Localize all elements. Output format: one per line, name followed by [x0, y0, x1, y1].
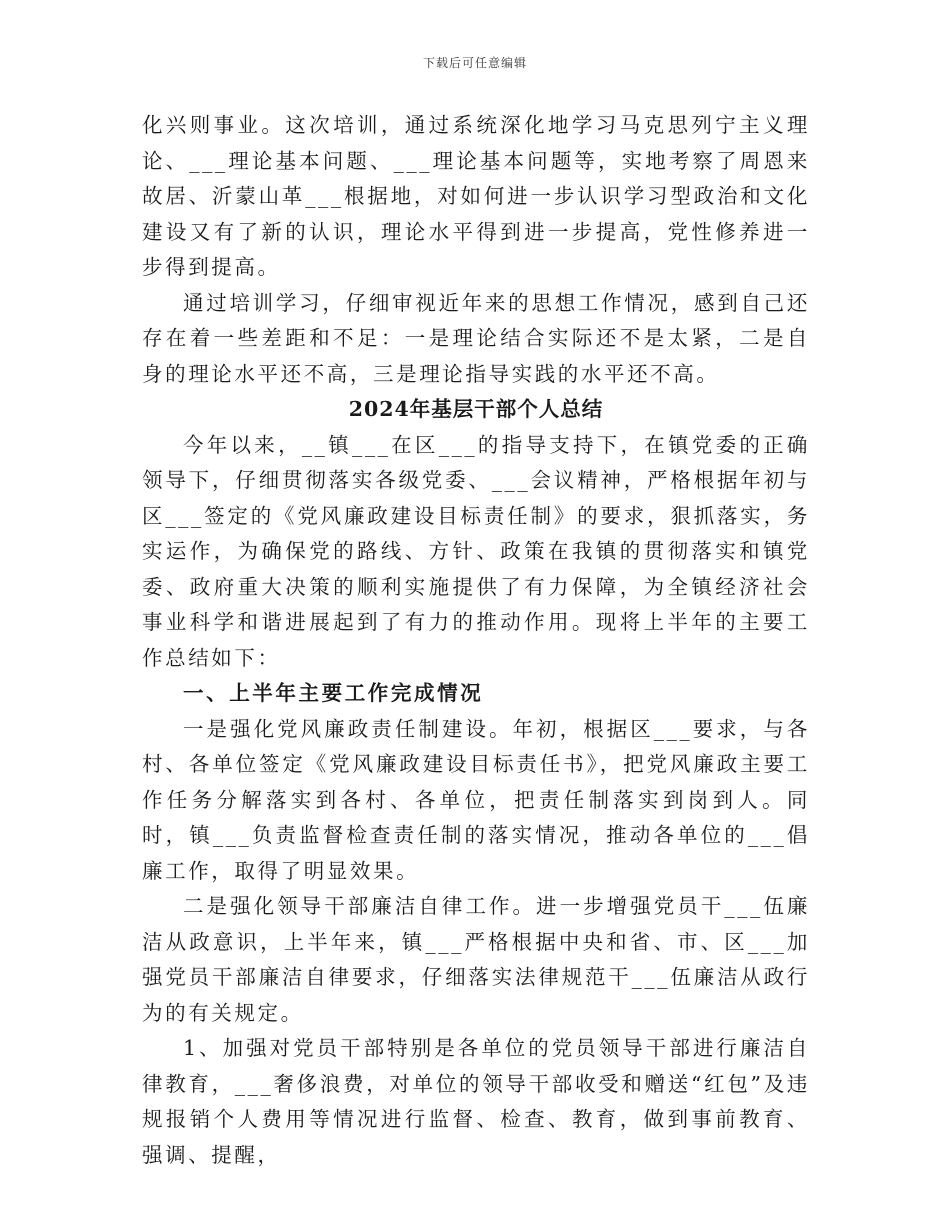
- document-body: [142, 108, 810, 1173]
- paragraph-3: 今年以来，__镇___在区___的指导支持下，在镇党委的正确领导下，仔细贯彻落实各级党委、___会议精神，严格根据年初与区___签定的《党风廉政建设目标责任制》的要求，狠抓落实，务实运作，为确保党的路线、方针、政策在我镇的贯彻落实和镇党委、政府重大决策的顺利实施提供了有力保障，为全镇经济社会事业科学和谐进展起到了有力的推动作用。现将上半年的主要工作总结如下：: [142, 432, 810, 670]
- paragraph-4: 一是强化党风廉政责任制建设。年初，根据区___要求，与各村、各单位签定《党风廉政建设目标责任书》，把党风廉政主要工作任务分解落实到各村、各单位，把责任制落实到岗到人。同时，镇___负责监督检查责任制的落实情况，推动各单位的___倡廉工作，取得了明显效果。: [142, 716, 810, 883]
- document-title: 2024年基层干部个人总结: [348, 397, 604, 421]
- paragraph-2: 通过培训学习，仔细审视近年来的思想工作情况，感到自己还存在着一些差距和不足：一是理论结合实际还不是太紧，二是自身的理论水平还不高，三是理论指导实践的水平还不高。: [142, 290, 810, 386]
- paragraph-1: 化兴则事业。这次培训，通过系统深化地学习马克思列宁主义理论、___理论基本问题、___理论基本问题等，实地考察了周恩来故居、沂蒙山革___根据地，对如何进一步认识学习型政治和文化建设又有了新的认识，理论水平得到进一步提高，党性修养进一步得到提高。: [142, 113, 810, 279]
- header-note: 下载后可任意编辑: [422, 56, 527, 70]
- section-heading-1: 一、上半年主要工作完成情况: [183, 681, 484, 705]
- paragraph-5: 二是强化领导干部廉洁自律工作。进一步增强党员干___伍廉洁从政意识，上半年来，镇___严格根据中央和省、市、区___加强党员干部廉洁自律要求，仔细落实法律规范干___伍廉洁从政行为的有关规定。: [142, 894, 810, 1025]
- paragraph-6: 1、加强对党员干部特别是各单位的党员领导干部进行廉洁自律教育，___奢侈浪费，对单位的领导干部收受和赠送“红包”及违规报销个人费用等情况进行监督、检查、教育，做到事前教育、强调、提醒，: [142, 1036, 810, 1167]
